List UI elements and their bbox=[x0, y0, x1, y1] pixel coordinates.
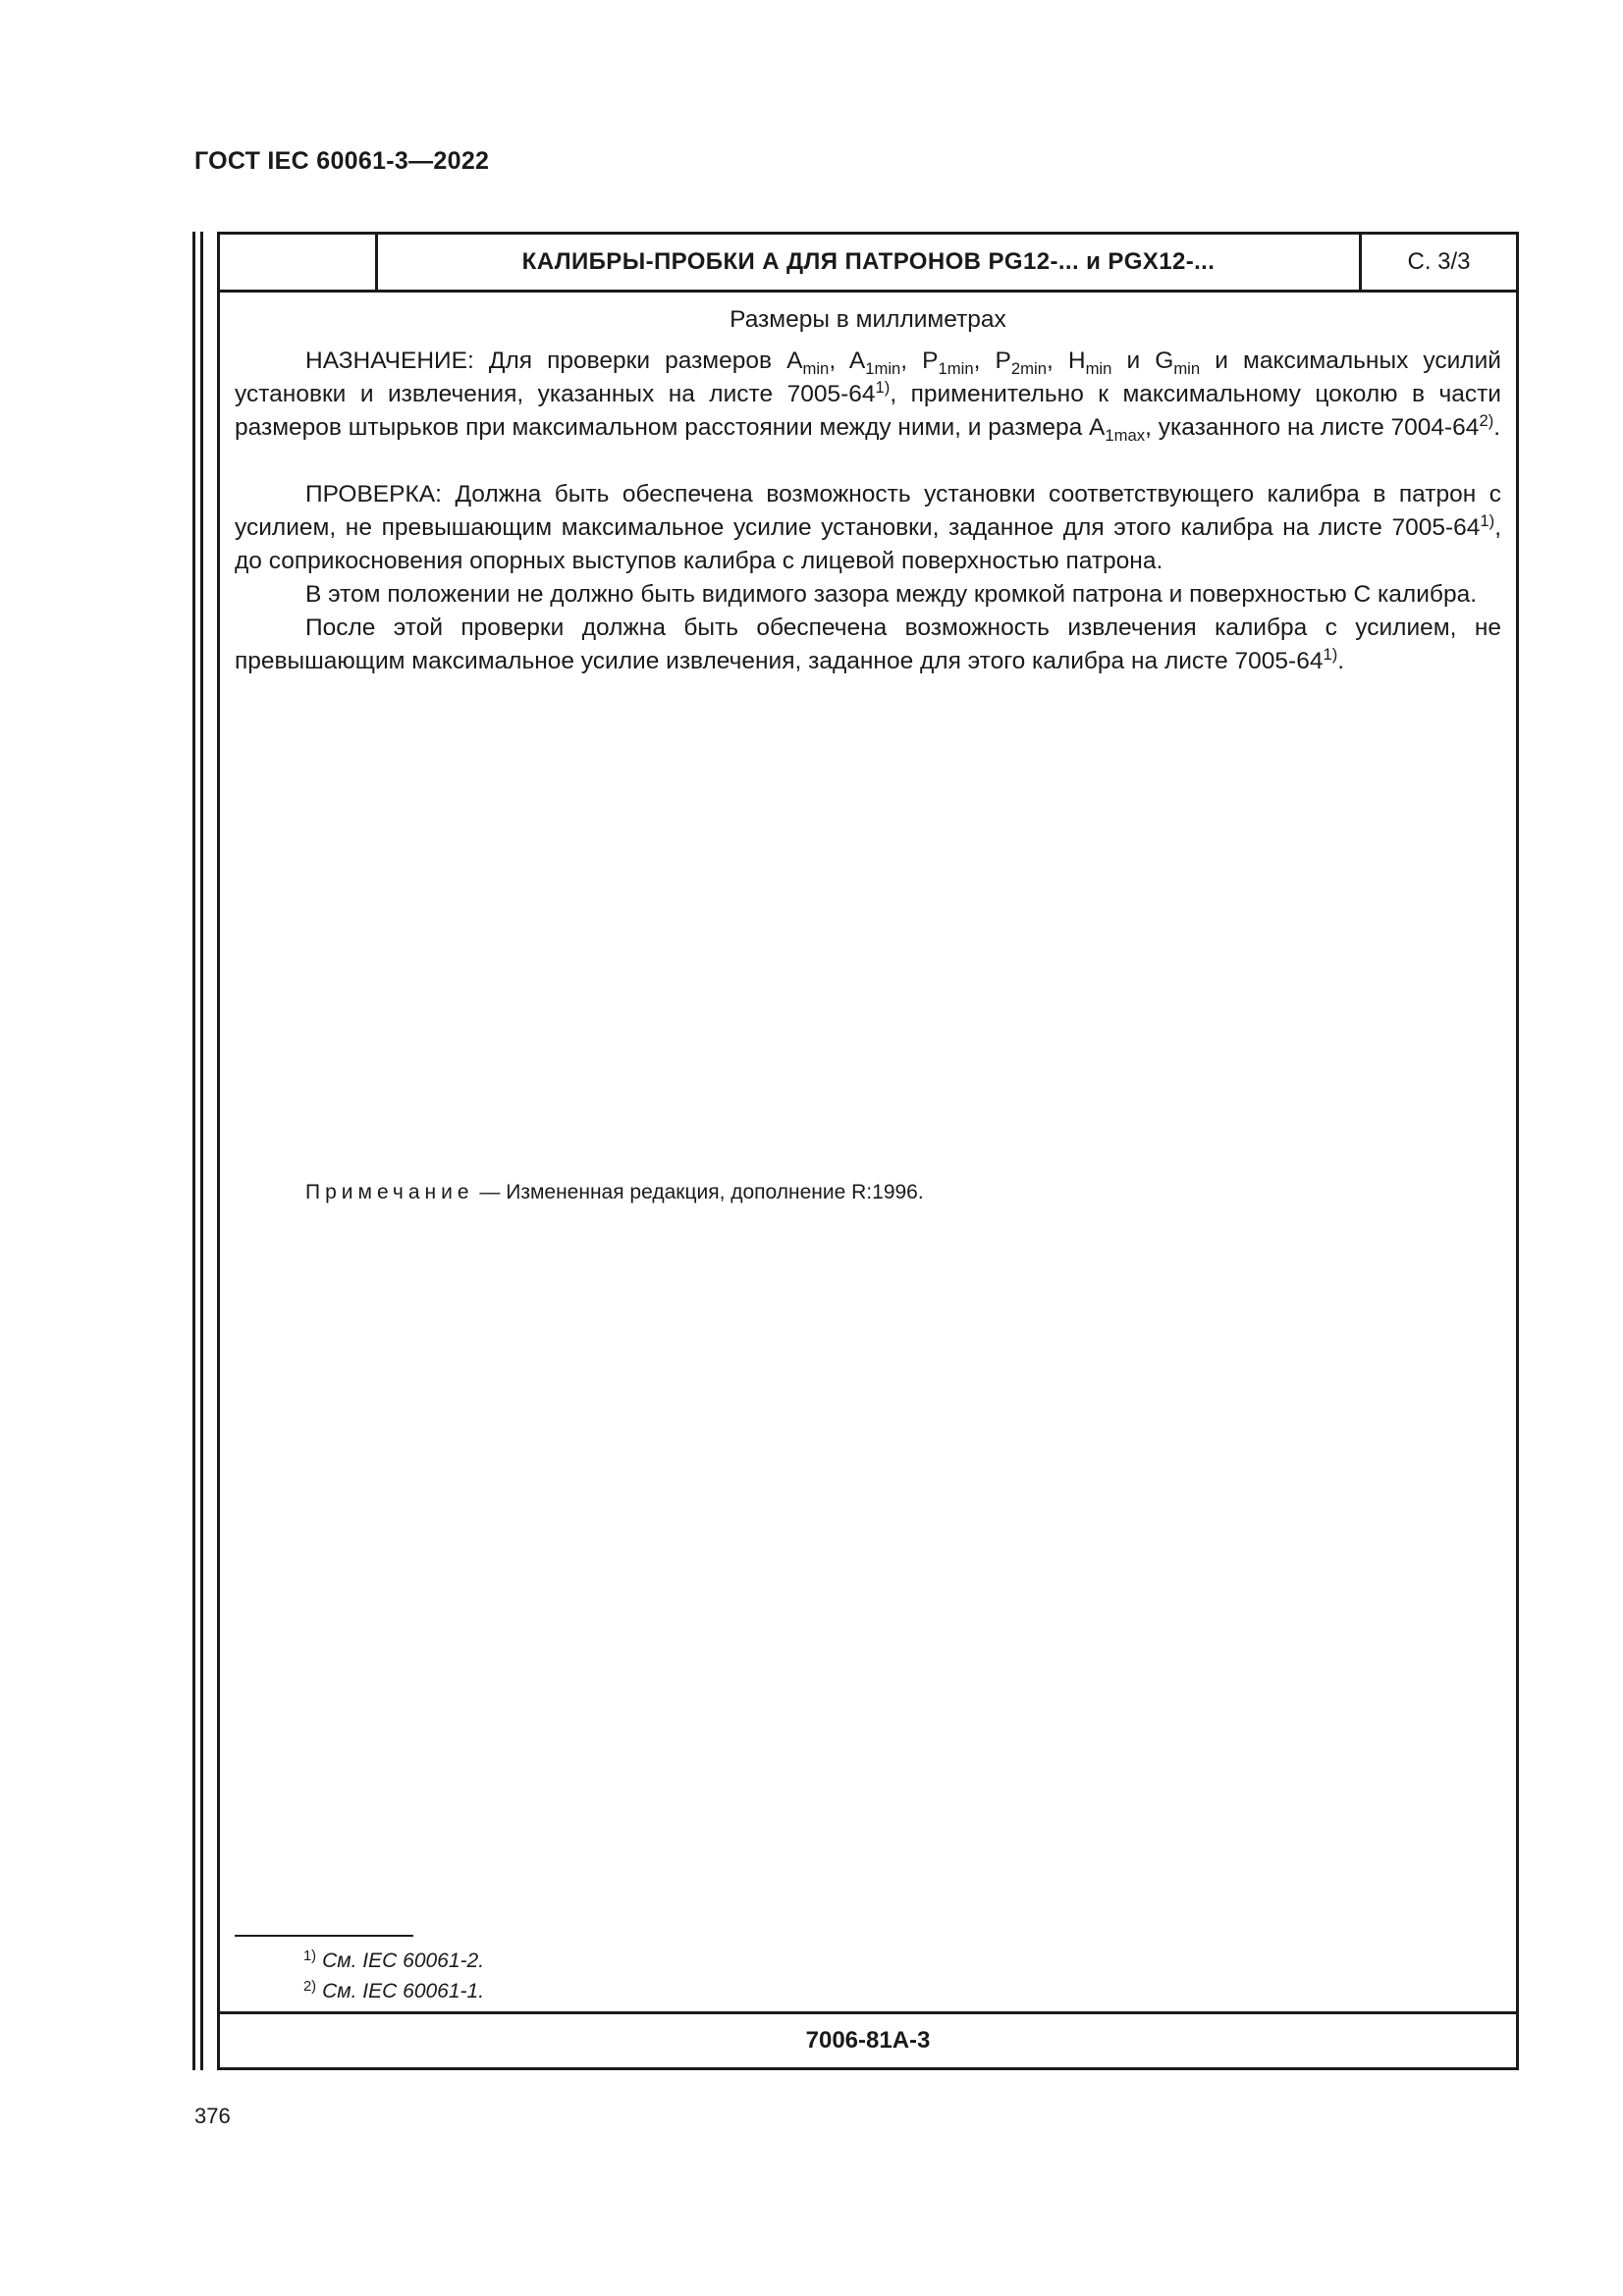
sheet-frame bbox=[217, 232, 1519, 2070]
note-text: — Измененная редакция, дополнение R:1996. bbox=[473, 1181, 924, 1203]
title-block bbox=[220, 235, 1516, 293]
page-number: 376 bbox=[194, 2104, 231, 2128]
binding-line bbox=[192, 232, 195, 2070]
footnote-ref: 1) bbox=[1323, 644, 1338, 664]
footnote-item: $^{2)}$ См. IEC 60061-1. bbox=[303, 1978, 485, 2002]
title-blank-cell bbox=[220, 235, 378, 290]
footnote-ref: 1) bbox=[875, 377, 891, 397]
sheet-title: КАЛИБРЫ-ПРОБКИ А ДЛЯ ПАТРОНОВ PG12-... и PGX12-... bbox=[378, 235, 1362, 290]
note-label: Примечание bbox=[305, 1181, 474, 1203]
footnote-ref: 1) bbox=[1480, 510, 1495, 530]
position-paragraph: В этом положении не должно быть видимого зазора между кромкой патрона и поверхностью С калибра. bbox=[305, 581, 1477, 608]
binding-line bbox=[200, 232, 203, 2070]
purpose-paragraph: НАЗНАЧЕНИЕ: Для проверки размеров $A_{min}$, $A_{1min}$, $P_{1min}$, $P_{2min}$, $H_{min}$ и $G_{min}$ и максимальных усилий установки и извлечения, указанных на листе 7005-64$^{1)}$, применительно к максимальному цоколю в части размеров штырьков при максимальном расстоянии между ними, и размера $A_{1max}$, указанного на листе 7004-64$^{2)}$. bbox=[235, 347, 1501, 445]
dimensions-note: Размеры в миллиметрах bbox=[730, 306, 1006, 333]
sheet-code: 7006-81А-3 bbox=[220, 2011, 1516, 2067]
sheet-body bbox=[235, 303, 1501, 678]
footnote-item: $^{1)}$ См. IEC 60061-2. bbox=[303, 1948, 485, 1972]
footnotes bbox=[303, 1946, 484, 2006]
check-paragraph: ПРОВЕРКА: Должна быть обеспечена возможность установки соответствующего калибра в патрон с усилием, не превышающим максимальное усилие установки, заданное для этого калибра на листе 7005-64$^{1)}$, до соприкосновения опорных выступов калибра с лицевой поверхностью патрона. bbox=[235, 481, 1501, 574]
sheet-page-indicator: С. 3/3 bbox=[1407, 248, 1471, 275]
document-header: ГОСТ IEC 60061-3—2022 bbox=[194, 147, 490, 175]
footnote-separator bbox=[235, 1935, 413, 1937]
removal-paragraph: После этой проверки должна быть обеспечена возможность извлечения калибра с усилием, не превышающим максимальное усилие извлечения, заданное для этого калибра на листе 7005-64$^{1)}$. bbox=[235, 614, 1501, 674]
note bbox=[305, 1181, 924, 1204]
footnote-ref: 2) bbox=[1479, 410, 1494, 430]
